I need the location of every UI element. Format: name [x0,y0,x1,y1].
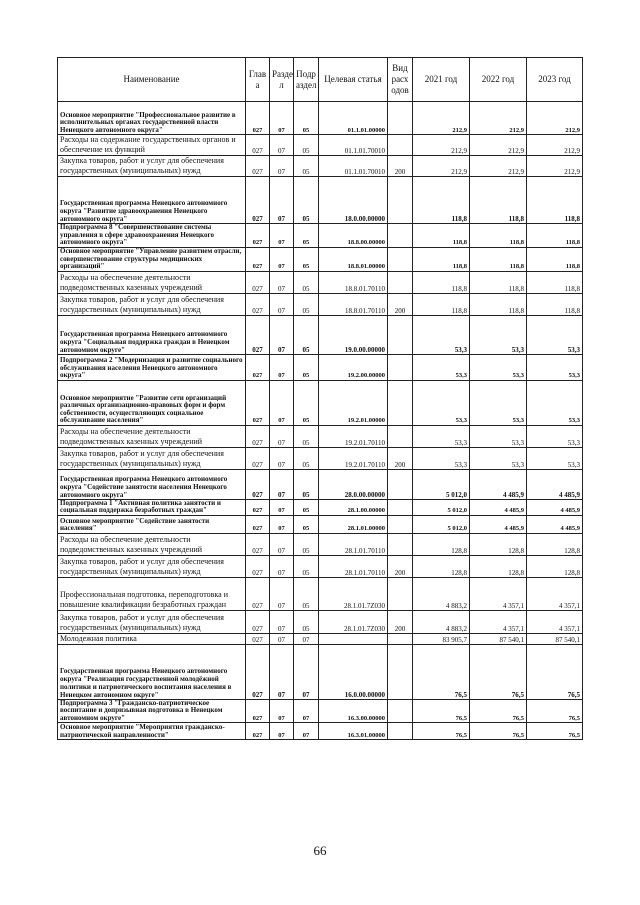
cell-podrazdel: 05 [294,247,319,271]
cell-razdel: 07 [270,469,294,499]
cell-2022: 53,3 [470,354,527,380]
cell-2022: 118,8 [470,177,527,224]
cell-glava: 027 [246,380,270,425]
cell-name: Основное мероприятие "Профессиональное развитие в исполнительных органах государственной власти Ненецкого автономного округа" [58,102,246,135]
cell-2021: 76,5 [413,644,470,699]
cell-statya: 01.1.01.70010 [319,156,388,177]
col-header-2023: 2023 год [527,58,583,102]
cell-2021: 128,8 [413,555,470,577]
cell-2021: 118,8 [413,224,470,248]
cell-2023: 76,5 [527,723,583,740]
table-row [58,447,583,469]
cell-podrazdel: 05 [294,380,319,425]
cell-name: Профессиональная подготовка, переподготовка и повышение квалификации безработных граждан [58,577,246,610]
cell-2022: 128,8 [470,533,527,555]
cell-glava: 027 [246,224,270,248]
budget-table [57,57,583,740]
cell-name: Закупка товаров, работ и услуг для обеспечения государственных (муниципальных) нужд [58,610,246,633]
cell-2022: 118,8 [470,271,527,293]
cell-podrazdel: 07 [294,723,319,740]
cell-2022: 118,8 [470,293,527,315]
cell-name: Закупка товаров, работ и услуг для обеспечения государственных (муниципальных) нужд [58,293,246,315]
cell-statya: 28.1.01.7Z030 [319,577,388,610]
cell-2022: 53,3 [470,315,527,354]
cell-vid: 200 [388,610,413,633]
cell-2022: 4 485,9 [470,469,527,499]
cell-vid [388,633,413,644]
cell-name: Государственная программа Ненецкого автономного округа "Реализация государственной молодёжной политики и патриотического воспитания населения в Ненецком автономном округе" [58,644,246,699]
table-row [58,247,583,271]
cell-razdel: 07 [270,555,294,577]
table-row [58,633,583,644]
cell-razdel: 07 [270,577,294,610]
cell-glava: 027 [246,499,270,515]
cell-vid [388,177,413,224]
cell-2021: 83 905,7 [413,633,470,644]
cell-vid [388,533,413,555]
cell-statya: 28.0.00.00000 [319,469,388,499]
cell-razdel: 07 [270,247,294,271]
cell-razdel: 07 [270,699,294,723]
cell-2023: 4 485,9 [527,499,583,515]
cell-2022: 53,3 [470,425,527,447]
cell-glava: 027 [246,135,270,156]
cell-razdel: 07 [270,633,294,644]
col-header-podrazdel: Подр аздел [294,58,319,102]
cell-2021: 118,8 [413,293,470,315]
cell-name: Государственная программа Ненецкого автономного округа "Социальная поддержка граждан в Ненецком автономном округе" [58,315,246,354]
cell-2022: 118,8 [470,247,527,271]
cell-2021: 76,5 [413,699,470,723]
cell-vid [388,425,413,447]
cell-2023: 212,9 [527,156,583,177]
cell-2021: 53,3 [413,447,470,469]
cell-podrazdel: 05 [294,354,319,380]
cell-2021: 5 012,0 [413,499,470,515]
cell-podrazdel: 05 [294,315,319,354]
cell-podrazdel: 05 [294,177,319,224]
cell-glava: 027 [246,644,270,699]
cell-2023: 128,8 [527,533,583,555]
cell-vid [388,699,413,723]
cell-podrazdel: 07 [294,633,319,644]
cell-vid [388,247,413,271]
cell-razdel: 07 [270,156,294,177]
table-row [58,610,583,633]
table-row [58,135,583,156]
col-header-name: Наименование [58,58,246,102]
cell-razdel: 07 [270,380,294,425]
cell-statya: 19.2.00.00000 [319,354,388,380]
cell-name: Закупка товаров, работ и услуг для обеспечения государственных (муниципальных) нужд [58,447,246,469]
cell-razdel: 07 [270,315,294,354]
cell-name: Расходы на обеспечение деятельности подведомственных казенных учреждений [58,533,246,555]
cell-statya: 28.1.01.7Z030 [319,610,388,633]
cell-razdel: 07 [270,271,294,293]
cell-2022: 212,9 [470,156,527,177]
cell-podrazdel: 05 [294,425,319,447]
cell-vid [388,315,413,354]
cell-podrazdel: 07 [294,699,319,723]
cell-2022: 4 357,1 [470,610,527,633]
cell-vid: 200 [388,447,413,469]
cell-2022: 118,8 [470,224,527,248]
cell-statya: 19.2.01.70110 [319,447,388,469]
cell-2022: 4 485,9 [470,515,527,533]
cell-2021: 4 883,2 [413,610,470,633]
cell-glava: 027 [246,102,270,135]
cell-glava: 027 [246,533,270,555]
cell-2021: 4 883,2 [413,577,470,610]
table-row [58,315,583,354]
cell-2021: 53,3 [413,315,470,354]
cell-name: Подпрограмма 2 "Модернизация и развитие социального обслуживания населения Ненецкого автономного округа" [58,354,246,380]
cell-2023: 128,8 [527,555,583,577]
cell-razdel: 07 [270,723,294,740]
cell-podrazdel: 07 [294,644,319,699]
cell-podrazdel: 05 [294,610,319,633]
cell-vid [388,354,413,380]
cell-2023: 76,5 [527,699,583,723]
cell-2022: 4 485,9 [470,499,527,515]
cell-2023: 4 485,9 [527,469,583,499]
cell-2023: 4 485,9 [527,515,583,533]
cell-podrazdel: 05 [294,555,319,577]
cell-name: Основное мероприятие "Управление развитием отрасли, совершенствование структуры медицинских организаций" [58,247,246,271]
cell-podrazdel: 05 [294,271,319,293]
cell-glava: 027 [246,447,270,469]
table-row [58,380,583,425]
cell-2023: 118,8 [527,224,583,248]
cell-statya: 18.8.00.00000 [319,224,388,248]
cell-2021: 128,8 [413,533,470,555]
table-row [58,469,583,499]
cell-vid [388,515,413,533]
table-row [58,354,583,380]
cell-statya: 19.2.01.70110 [319,425,388,447]
cell-statya: 19.0.00.00000 [319,315,388,354]
table-row [58,293,583,315]
cell-statya: 18.8.01.70110 [319,271,388,293]
cell-vid [388,499,413,515]
cell-glava: 027 [246,577,270,610]
cell-2022: 76,5 [470,644,527,699]
table-row [58,177,583,224]
cell-vid [388,577,413,610]
table-row [58,224,583,248]
cell-vid [388,135,413,156]
cell-name: Подпрограмма 1 "Активная политика занятости и социальная поддержка безработных граждан" [58,499,246,515]
cell-podrazdel: 05 [294,102,319,135]
cell-vid [388,224,413,248]
cell-glava: 027 [246,354,270,380]
cell-statya: 19.2.01.00000 [319,380,388,425]
cell-2023: 212,9 [527,135,583,156]
cell-statya: 28.1.01.70110 [319,533,388,555]
cell-name: Подпрограмма 3 "Гражданско-патриотическое воспитание и допризывная подготовка в Ненецком автономном округе" [58,699,246,723]
cell-statya: 28.1.00.00000 [319,499,388,515]
cell-razdel: 07 [270,354,294,380]
col-header-razdel: Разде л [270,58,294,102]
cell-statya [319,633,388,644]
cell-razdel: 07 [270,293,294,315]
cell-2023: 53,3 [527,380,583,425]
cell-podrazdel: 05 [294,515,319,533]
cell-name: Основное мероприятие "Развитие сети организаций различных организационно-правовых форм и форм собственности, осуществляющих социальное обслуживание населения" [58,380,246,425]
col-header-2021: 2021 год [413,58,470,102]
cell-podrazdel: 05 [294,135,319,156]
cell-statya: 18.0.00.00000 [319,177,388,224]
cell-razdel: 07 [270,135,294,156]
cell-2021: 76,5 [413,723,470,740]
table-row [58,533,583,555]
cell-podrazdel: 05 [294,499,319,515]
cell-razdel: 07 [270,425,294,447]
table-row [58,156,583,177]
cell-podrazdel: 05 [294,469,319,499]
cell-statya: 16.3.01.00000 [319,723,388,740]
cell-2023: 53,3 [527,354,583,380]
cell-2023: 53,3 [527,425,583,447]
cell-glava: 027 [246,555,270,577]
cell-glava: 027 [246,699,270,723]
cell-2021: 53,3 [413,425,470,447]
cell-2022: 87 540,1 [470,633,527,644]
cell-vid [388,380,413,425]
cell-razdel: 07 [270,515,294,533]
cell-razdel: 07 [270,499,294,515]
col-header-statya: Целевая статья [319,58,388,102]
cell-glava: 027 [246,177,270,224]
cell-name: Расходы на обеспечение деятельности подведомственных казенных учреждений [58,425,246,447]
cell-2021: 5 012,0 [413,515,470,533]
cell-vid: 200 [388,156,413,177]
cell-2022: 53,3 [470,447,527,469]
cell-2022: 76,5 [470,699,527,723]
cell-glava: 027 [246,271,270,293]
cell-name: Государственная программа Ненецкого автономного округа "Развитие здравоохранения Ненецкого автономного округа" [58,177,246,224]
cell-2022: 76,5 [470,723,527,740]
cell-razdel: 07 [270,533,294,555]
table-row [58,699,583,723]
cell-2021: 118,8 [413,247,470,271]
cell-name: Закупка товаров, работ и услуг для обеспечения государственных (муниципальных) нужд [58,555,246,577]
cell-glava: 027 [246,723,270,740]
cell-vid [388,271,413,293]
cell-statya: 16.0.00.00000 [319,644,388,699]
cell-glava: 027 [246,610,270,633]
cell-2022: 128,8 [470,555,527,577]
cell-glava: 027 [246,515,270,533]
cell-podrazdel: 05 [294,577,319,610]
cell-2021: 53,3 [413,380,470,425]
cell-2021: 118,8 [413,271,470,293]
header-row [58,58,583,102]
cell-2022: 4 357,1 [470,577,527,610]
cell-2023: 118,8 [527,177,583,224]
cell-2022: 212,9 [470,135,527,156]
col-header-glava: Глав а [246,58,270,102]
cell-2022: 212,9 [470,102,527,135]
col-header-2022: 2022 год [470,58,527,102]
cell-razdel: 07 [270,447,294,469]
cell-name: Основное мероприятие "Мероприятия гражданско-патриотической направленности" [58,723,246,740]
cell-statya: 28.1.01.70110 [319,555,388,577]
cell-vid: 200 [388,555,413,577]
cell-statya: 16.3.00.00000 [319,699,388,723]
table-row [58,271,583,293]
cell-2021: 212,9 [413,135,470,156]
table-row [58,102,583,135]
cell-razdel: 07 [270,610,294,633]
cell-glava: 027 [246,633,270,644]
cell-name: Расходы на обеспечение деятельности подведомственных казенных учреждений [58,271,246,293]
cell-name: Расходы на содержание государственных органов и обеспечение их функций [58,135,246,156]
table-row [58,515,583,533]
table-row [58,499,583,515]
cell-glava: 027 [246,156,270,177]
cell-glava: 027 [246,425,270,447]
cell-podrazdel: 05 [294,447,319,469]
cell-glava: 027 [246,469,270,499]
cell-statya: 18.8.01.70110 [319,293,388,315]
cell-glava: 027 [246,315,270,354]
table-row [58,723,583,740]
cell-razdel: 07 [270,102,294,135]
cell-podrazdel: 05 [294,156,319,177]
cell-2023: 118,8 [527,271,583,293]
cell-2023: 4 357,1 [527,610,583,633]
cell-name: Закупка товаров, работ и услуг для обеспечения государственных (муниципальных) нужд [58,156,246,177]
cell-2022: 53,3 [470,380,527,425]
cell-2023: 87 540,1 [527,633,583,644]
cell-vid: 200 [388,293,413,315]
cell-statya: 01.1.01.70010 [319,135,388,156]
cell-statya: 18.8.01.00000 [319,247,388,271]
cell-2021: 212,9 [413,156,470,177]
cell-2021: 118,8 [413,177,470,224]
cell-2023: 4 357,1 [527,577,583,610]
cell-glava: 027 [246,247,270,271]
cell-vid [388,469,413,499]
cell-2021: 212,9 [413,102,470,135]
cell-statya: 01.1.01.00000 [319,102,388,135]
table-row [58,644,583,699]
cell-vid [388,723,413,740]
table-row [58,555,583,577]
cell-podrazdel: 05 [294,293,319,315]
cell-vid [388,644,413,699]
cell-name: Основное мероприятие "Содействие занятости населения" [58,515,246,533]
cell-2021: 53,3 [413,354,470,380]
cell-vid [388,102,413,135]
cell-name: Государственная программа Ненецкого автономного округа "Содействие занятости населения Ненецкого автономного округа" [58,469,246,499]
cell-podrazdel: 05 [294,224,319,248]
cell-2023: 76,5 [527,644,583,699]
cell-razdel: 07 [270,177,294,224]
cell-2021: 5 012,0 [413,469,470,499]
cell-2023: 118,8 [527,293,583,315]
cell-statya: 28.1.01.00000 [319,515,388,533]
cell-name: Молодежная политика [58,633,246,644]
cell-2023: 53,3 [527,315,583,354]
cell-name: Подпрограмма 8 "Совершенствование системы управления в сфере здравоохранения Ненецкого автономного округа" [58,224,246,248]
cell-glava: 027 [246,293,270,315]
cell-2023: 118,8 [527,247,583,271]
page-number: 66 [313,843,327,858]
cell-podrazdel: 05 [294,533,319,555]
table-row [58,577,583,610]
cell-2023: 212,9 [527,102,583,135]
cell-razdel: 07 [270,644,294,699]
cell-2023: 53,3 [527,447,583,469]
cell-razdel: 07 [270,224,294,248]
col-header-vid: Вид расх одов [388,58,413,102]
table-row [58,425,583,447]
